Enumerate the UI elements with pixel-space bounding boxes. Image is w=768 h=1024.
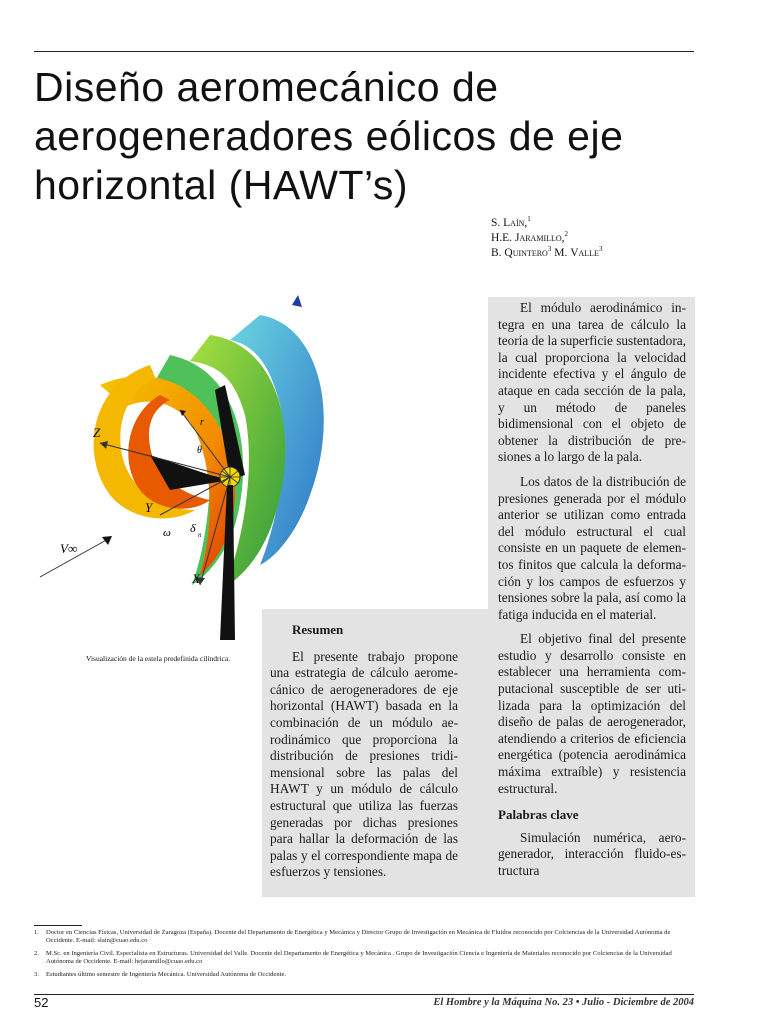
footnote	[34, 929, 694, 946]
label-vinf: V∞	[60, 541, 78, 556]
author-separator: ,	[524, 217, 528, 229]
label-delta-sub: n	[198, 531, 202, 539]
abstract-text: El presente trabajo propone una estrategia de cálculo aeromecánico de aerogeneradores de eje horizontal (HAWT) basada en la combinación de un módulo aerodinámico que proporciona la distribución de presiones tridimensional sobre las palas del HAWT y un módulo de cálculo estructural que utiliza las fuerzas generadas por dichas presiones para hallar la deformación de las palas y el correspondiente mapa de esfuerzos y tensiones.	[270, 648, 458, 880]
wake-figure	[30, 295, 330, 660]
footnotes	[34, 929, 694, 983]
footnote	[34, 950, 694, 967]
inflow-arrowhead	[102, 536, 112, 545]
blade-tip-icon	[292, 295, 302, 307]
abstract-heading: Resumen	[292, 622, 344, 637]
label-delta: δ	[190, 521, 196, 535]
author	[491, 231, 602, 246]
author-surname: Jaramillo	[514, 232, 562, 244]
author-initials: H.E.	[491, 232, 515, 244]
top-rule	[34, 51, 694, 52]
footnote-number: 2.	[34, 949, 39, 957]
label-omega: ω	[163, 527, 171, 539]
author-surname: Quintero	[504, 247, 548, 259]
author-footnote-ref: 3	[598, 245, 603, 254]
article-title	[34, 63, 714, 210]
keywords-text: Simulación numérica, aerogenerador, interacción fluido-estructura	[498, 829, 686, 878]
footnote-text: M.Sc. en Ingeniería Civil. Especialista en Estructuras. Universidad del Valle. Docente del Departamento de Energética y Mecánica . Grupo de Investigación Ciencia e Ingeniería de Materiales reconocido por Colciencias de la Universidad Autónoma de Occidente. E-mail: hejaramillo@cuao.edu.co	[46, 949, 672, 966]
author	[491, 216, 602, 231]
author-initials: B.	[491, 247, 505, 259]
author-list	[491, 216, 602, 261]
label-x: X	[192, 571, 200, 586]
paragraph: El objetivo final del presente estudio y desarrollo consiste en establecer una herramienta computacional susceptible de ser utilizada para la optimización del diseño de palas de aerogenerador, atendiendo a criterios de eficiencia energética (potencia aerodinámica máxima extraíble) y resistencia estructural.	[498, 631, 686, 796]
figure-caption: Visualización de la estela predefinida cilíndrica.	[86, 654, 231, 663]
label-r: r	[200, 417, 204, 428]
label-y: Y	[145, 500, 153, 515]
paragraph: Los datos de la distribución de presiones generada por el módulo anterior se utilizan como entrada del módulo estructural el cual consiste en un paquete de elementos finitos que calcula la deformación y los campos de esfuerzos y tensiones sobre la pala, así como la fatiga inducida en el material.	[498, 473, 686, 622]
abstract	[270, 622, 458, 881]
author-separator: ,	[561, 232, 565, 244]
title-line: Diseño aeromecánico de	[34, 64, 499, 110]
paragraph: El módulo aerodinámico integra en una tarea de cálculo la teoría de la superficie sustentadora, la cual proporciona la velocidad incidente efectiva y el ángulo de ataque en cada sección de la pala, y un método de paneles bidimensional con el objeto de obtener la distribución de presiones a lo largo de la pala.	[498, 300, 686, 465]
author-initials: S.	[491, 217, 504, 229]
author-surname: Laín	[503, 217, 525, 229]
page-number: 52	[34, 995, 49, 1010]
bottom-rule	[34, 994, 694, 995]
right-column-text	[498, 300, 686, 888]
keywords-heading: Palabras clave	[498, 807, 579, 823]
author-footnote-ref: 2	[564, 230, 569, 239]
label-z: Z	[93, 425, 101, 440]
title-line: aerogeneradores eólicos de eje	[34, 113, 624, 159]
title-line: horizontal (HAWT’s)	[34, 162, 409, 208]
author-footnote-ref: 3	[547, 245, 552, 254]
footnote-number: 3.	[34, 970, 39, 978]
footnote-rule	[34, 925, 82, 926]
footnote-number: 1.	[34, 929, 39, 936]
label-theta: θ	[197, 445, 202, 456]
footnote	[34, 971, 694, 979]
footnote-text: Estudiantes último semestre de Ingeniería Mecánica. Universidad Autónoma de Occidente.	[46, 970, 287, 978]
journal-footer: El Hombre y la Máquina No. 23 • Julio - Diciembre de 2004	[433, 997, 694, 1008]
author	[491, 246, 602, 261]
author-footnote-ref: 1	[527, 215, 531, 224]
author-initials: M.	[554, 247, 571, 259]
author-surname: Valle	[570, 247, 599, 259]
wake-visualization	[30, 295, 330, 655]
footnote-text: Doctor en Ciencias Físicas, Universidad de Zaragoza (España). Docente del Departamento de Energética y Mecánica y Director Grupo de Investigación en Mecánica de Fluidos reconocido por Colciencias de la Universidad Autónoma de Occidente. E-mail: slain@cuao.edu.co	[46, 929, 671, 945]
